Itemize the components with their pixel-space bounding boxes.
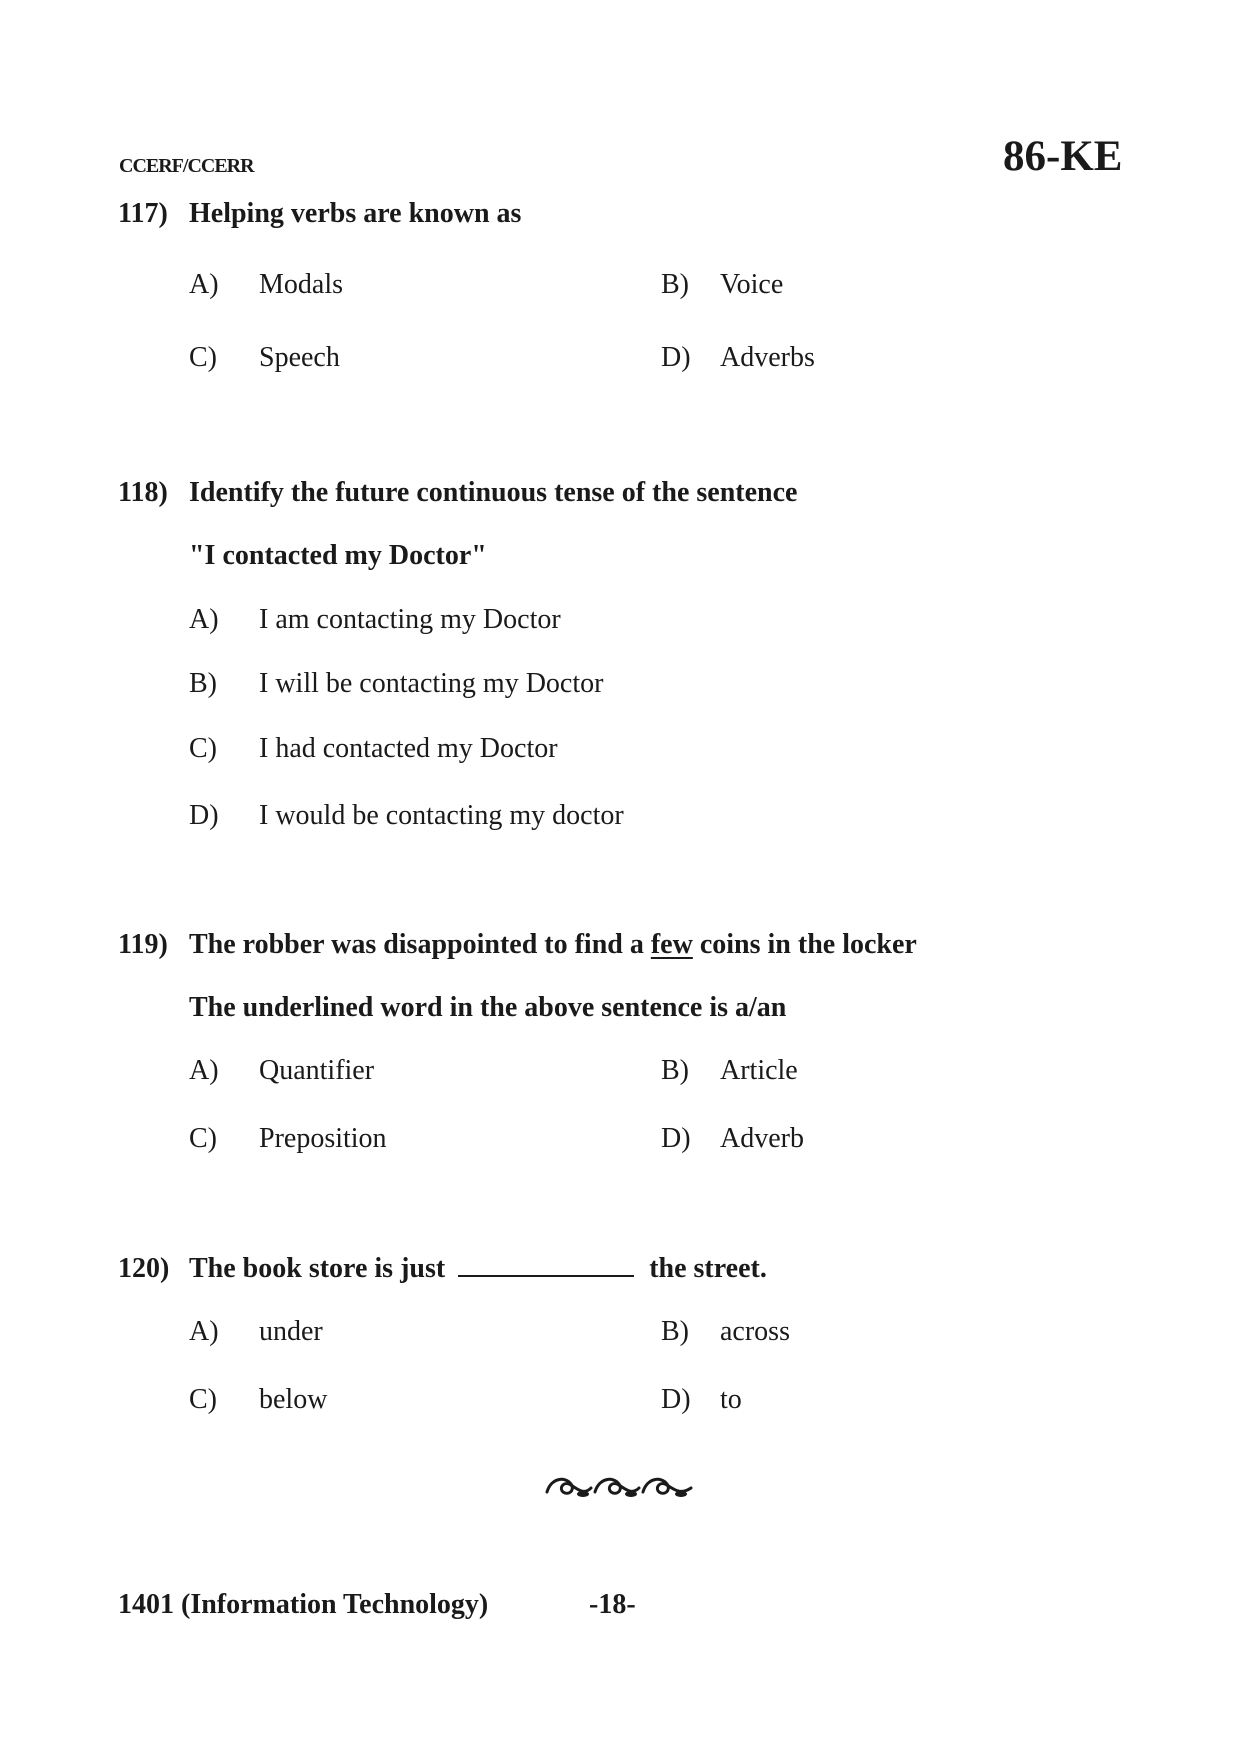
question-text: Identify the future continuous tense of the sentence	[189, 477, 798, 508]
option-letter: A)	[189, 1316, 219, 1347]
option-text: Quantifier	[259, 1055, 375, 1086]
question-number: 118)	[118, 477, 168, 508]
question-number: 117)	[118, 198, 168, 229]
question-text: Helping verbs are known as	[189, 198, 522, 229]
option-text: Speech	[259, 342, 340, 373]
question-text-after: the street.	[649, 1253, 767, 1284]
option-text: Adverbs	[720, 342, 815, 373]
page-number: -18-	[589, 1589, 636, 1620]
option-letter: D)	[661, 1123, 691, 1154]
question-text-before: The robber was disappointed to find a	[189, 929, 644, 960]
option-text: I would be contacting my doctor	[259, 800, 624, 831]
underlined-word: few	[650, 929, 693, 960]
paper-code: CCERF/CCERR	[119, 155, 254, 177]
option-letter: C)	[189, 1384, 217, 1415]
question-subtext: The underlined word in the above sentence is a/an	[189, 992, 787, 1023]
option-text: to	[720, 1384, 742, 1415]
option-text: Article	[720, 1055, 798, 1086]
option-letter: B)	[661, 1055, 689, 1086]
option-text: below	[259, 1384, 328, 1415]
option-letter: D)	[661, 1384, 691, 1415]
question-text-before: The book store is just	[189, 1253, 446, 1284]
option-text: under	[259, 1316, 323, 1347]
ornament-divider-icon	[543, 1466, 695, 1506]
option-letter: B)	[189, 668, 217, 699]
option-letter: A)	[189, 269, 219, 300]
option-letter: D)	[189, 800, 219, 831]
question-sentence: "I contacted my Doctor"	[189, 540, 487, 571]
option-letter: D)	[661, 342, 691, 373]
option-letter: B)	[661, 269, 689, 300]
option-letter: B)	[661, 1316, 689, 1347]
option-letter: C)	[189, 733, 217, 764]
footer-subject: 1401 (Information Technology)	[118, 1589, 489, 1620]
option-text: Adverb	[720, 1123, 804, 1154]
booklet-series-code: 86-KE	[1003, 133, 1123, 180]
question-number: 120)	[118, 1253, 170, 1284]
question-number: 119)	[118, 929, 168, 960]
option-text: Modals	[259, 269, 343, 300]
question-text	[189, 1253, 767, 1285]
option-text: I had contacted my Doctor	[259, 733, 558, 764]
question-text	[189, 929, 917, 961]
option-letter: A)	[189, 1055, 219, 1086]
option-letter: C)	[189, 342, 217, 373]
option-letter: C)	[189, 1123, 217, 1154]
option-letter: A)	[189, 604, 219, 635]
option-text: Preposition	[259, 1123, 387, 1154]
fill-in-blank	[458, 1253, 634, 1277]
option-text: I am contacting my Doctor	[259, 604, 561, 635]
option-text: I will be contacting my Doctor	[259, 668, 604, 699]
option-text: Voice	[720, 269, 784, 300]
question-text-after: coins in the locker	[699, 929, 917, 960]
option-text: across	[720, 1316, 790, 1347]
